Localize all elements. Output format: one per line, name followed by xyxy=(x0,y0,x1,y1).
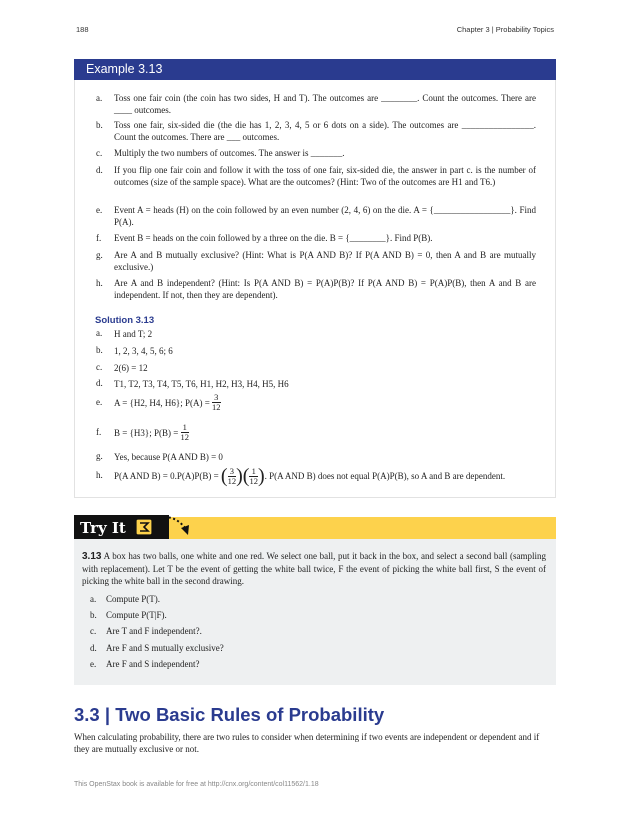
solution-h: h. P(A AND B) = 0.P(A)P(B) = ( $\frac{3}{12}$ )( $\frac{1}{12}$ ). P(A AND B) does not equal P(A)P(B), so A and B are dependent. xyxy=(96,465,506,487)
try-it-item-c: c. Are T and F independent?. xyxy=(90,626,202,636)
try-it-arrow-icon xyxy=(136,513,192,541)
try-it-item-d: d. Are F and S mutually exclusive? xyxy=(90,643,224,653)
example-question-h: h. Are A and B independent? (Hint: Is P(A AND B) = P(A)P(B)? If P(A AND B) = P(A)P(B), then A and B are independent. If not, then they are dependent). xyxy=(96,278,536,300)
example-question-e: e. Event A = heads (H) on the coin followed by an even number (2, 4, 6) on the die. A = {_________________}. Find P(A). xyxy=(96,205,536,227)
solution-b: b. 1, 2, 3, 4, 5, 6; 6 xyxy=(96,345,173,356)
chapter-header: Chapter 3 | Probability Topics xyxy=(456,25,554,34)
example-title: Example 3.13 xyxy=(74,59,556,80)
try-it-item-a: a. Compute P(T). xyxy=(90,594,160,604)
solution-title: Solution 3.13 xyxy=(95,315,155,326)
solution-d: d. T1, T2, T3, T4, T5, T6, H1, H2, H3, H4, H5, H6 xyxy=(96,378,289,389)
footer-note: This OpenStax book is available for free at http://cnx.org/content/col11562/1.18 xyxy=(74,781,319,788)
example-question-b: b. Toss one fair, six-sided die (the die has 1, 2, 3, 4, 5 or 6 dots on a side). The outcomes are ________________. Count the outcomes. There are ___ outcomes. xyxy=(96,120,536,142)
solution-g: g. Yes, because P(A AND B) = 0 xyxy=(96,451,223,462)
example-question-a: a. Toss one fair coin (the coin has two sides, H and T). The outcomes are ________. Count the outcomes. There are ____ outcomes. xyxy=(96,93,536,115)
fraction-1-12-paren: $\frac{1}{12}$ xyxy=(249,465,258,486)
try-it-number: 3.13 xyxy=(82,551,102,562)
page-number: 188 xyxy=(76,25,89,34)
solution-e: e. A = {H2, H4, H6}; P(A) = $\frac{3}{12}$ xyxy=(96,392,221,412)
example-question-f: f. Event B = heads on the coin followed by a three on the die. B = {________}. Find P(B). xyxy=(96,233,433,243)
try-it-intro: 3.13 A box has two balls, one white and one red. We select one ball, put it back in the box, and select a second ball (sampling with replacement). Let T be the event of getting the white ball twice, F the event of picking the white ball first, S the event of picking the white ball in the second drawing. xyxy=(82,551,546,586)
try-it-item-e: e. Are F and S independent? xyxy=(90,659,200,669)
section-body: When calculating probability, there are two rules to consider when determining if two events are independent or dependent and if they are mutually exclusive or not. xyxy=(74,732,540,754)
solution-a: a. H and T; 2 xyxy=(96,328,153,339)
solution-c: c. 2(6) = 12 xyxy=(96,362,148,373)
fraction-3-12-paren: $\frac{3}{12}$ xyxy=(227,465,237,486)
example-question-g: g. Are A and B mutually exclusive? (Hint: What is P(A AND B)? If P(A AND B) = 0, then A and B are mutually exclusive.) xyxy=(96,250,536,272)
example-question-c: c. Multiply the two numbers of outcomes. The answer is _______. xyxy=(96,148,345,158)
section-heading: 3.3 | Two Basic Rules of Probability xyxy=(74,704,385,725)
try-it-item-b: b. Compute P(T|F). xyxy=(90,610,167,620)
fraction-1-12: $\frac{1}{12}$ xyxy=(180,422,190,442)
fraction-3-12: $\frac{3}{12}$ xyxy=(212,392,221,412)
solution-f: f. B = {H3}; P(B) = $\frac{1}{12}$ xyxy=(96,422,190,442)
try-it-label: Try It xyxy=(74,515,169,541)
example-question-d: d. If you flip one fair coin and follow it with the toss of one fair, six-sided die, the answer in part c. is the number of outcomes (size of the sample space). What are the outcomes? (Hint: Two of the outcomes are H1 and T6.) xyxy=(96,165,536,187)
